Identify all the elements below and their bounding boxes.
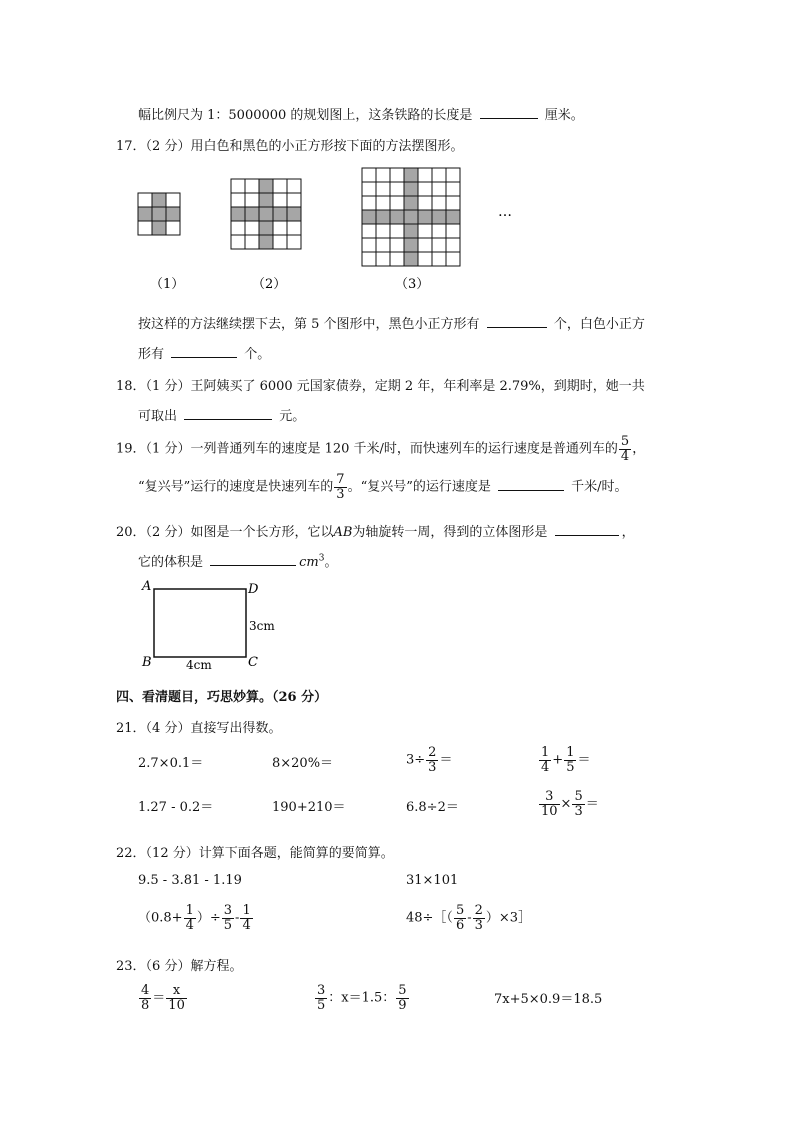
- black-square: [446, 210, 460, 224]
- white-square: [245, 179, 259, 193]
- question-20: [116, 521, 635, 540]
- black-square: [404, 196, 418, 210]
- fraction: [564, 746, 576, 774]
- black-square: [166, 207, 180, 221]
- white-square: [245, 221, 259, 235]
- denominator: 5: [317, 997, 326, 1013]
- white-square: [432, 238, 446, 252]
- fraction: [539, 790, 560, 818]
- fraction: [334, 473, 346, 501]
- white-square: [418, 168, 432, 182]
- q23-eq-3: 7x+5×0.9＝18.5: [494, 992, 603, 1007]
- denominator: 3: [474, 917, 483, 933]
- question-number: 18．: [116, 379, 146, 394]
- numerator: 3: [317, 983, 326, 998]
- black-square: [259, 179, 273, 193]
- white-square: [231, 193, 245, 207]
- question-number: 20．: [116, 525, 146, 540]
- black-square: [245, 207, 259, 221]
- denominator: 3: [574, 803, 583, 819]
- equals: ＝: [577, 752, 591, 768]
- fraction: [166, 984, 187, 1012]
- answer-blank[interactable]: [184, 406, 272, 420]
- side-label: 3cm: [249, 619, 275, 633]
- white-square: [166, 193, 180, 207]
- question-score: （2 分）: [145, 525, 191, 540]
- denominator: 4: [242, 917, 251, 933]
- white-square: [231, 221, 245, 235]
- white-square: [446, 238, 460, 252]
- question-text: 直接写出得数。: [190, 721, 282, 736]
- answer-blank[interactable]: [498, 477, 564, 491]
- black-square: [138, 207, 152, 221]
- follow-text-2: 个，白色小正方: [553, 317, 645, 332]
- black-square: [259, 207, 273, 221]
- fraction: [184, 904, 196, 932]
- question-score: （4 分）: [145, 721, 191, 736]
- question-score: （1 分）: [145, 379, 191, 394]
- denominator: 4: [185, 917, 194, 933]
- question-text: 用白色和黑色的小正方形按下面的方法摆图形。: [190, 139, 464, 154]
- figure-label-1: （1）: [150, 277, 185, 292]
- white-square: [287, 221, 301, 235]
- question-score: （12 分）: [145, 846, 199, 861]
- white-square: [273, 193, 287, 207]
- expr-pre: （0.8+: [138, 910, 183, 926]
- question-number: 21．: [116, 721, 146, 736]
- figure-label-2: （2）: [252, 277, 287, 292]
- question-text: 解方程。: [190, 959, 243, 974]
- white-square: [231, 235, 245, 249]
- white-square: [446, 182, 460, 196]
- numerator: 2: [474, 903, 483, 918]
- fraction: [396, 984, 408, 1012]
- numerator: 5: [574, 789, 583, 804]
- question-number: 23．: [116, 959, 146, 974]
- q19-line2: [138, 473, 628, 501]
- expr-pre: 48÷［（: [406, 910, 453, 926]
- denominator: 3: [428, 759, 437, 775]
- fraction: [473, 904, 485, 932]
- equals: ＝: [152, 990, 166, 1006]
- black-square: [273, 207, 287, 221]
- white-square: [231, 179, 245, 193]
- denominator: 3: [336, 486, 345, 502]
- numerator: 1: [242, 903, 251, 918]
- white-square: [390, 252, 404, 266]
- denominator: 10: [541, 803, 558, 819]
- q22-item-2: 31×101: [406, 873, 459, 888]
- expr-pre: 3÷: [406, 752, 426, 768]
- figure-3: [362, 168, 460, 266]
- white-square: [273, 221, 287, 235]
- numerator: 1: [185, 903, 194, 918]
- expr-post: ）×3］: [485, 910, 532, 926]
- fraction: [454, 904, 466, 932]
- ellipsis: …: [498, 204, 512, 220]
- expr-mid: ）÷: [196, 910, 221, 926]
- question-text-2: 它的体积是: [138, 555, 204, 570]
- q17-follow-1: [138, 313, 645, 332]
- scale-unit: 厘米。: [544, 108, 584, 123]
- black-square: [231, 207, 245, 221]
- unit: 千米/时。: [571, 479, 628, 495]
- white-square: [418, 238, 432, 252]
- question-number: 17．: [116, 139, 146, 154]
- q21-item-4: [538, 746, 590, 774]
- fraction: [315, 984, 327, 1012]
- question-19: [116, 435, 645, 463]
- denominator: 5: [223, 917, 233, 933]
- denominator: 4: [620, 448, 630, 464]
- fraction: [539, 746, 551, 774]
- question-21: [116, 717, 281, 736]
- q21-item-5: 1.27 - 0.2＝: [138, 800, 214, 815]
- black-square: [152, 207, 166, 221]
- fraction: [619, 435, 631, 463]
- scale-line: [138, 104, 584, 123]
- black-square: [404, 238, 418, 252]
- white-square: [390, 168, 404, 182]
- black-square: [362, 210, 376, 224]
- rectangle-figure: [138, 576, 288, 676]
- q17-figures: [130, 160, 530, 300]
- question-text: 一列普通列车的速度是 120 千米/时，而快速列车的运行速度是普通列车的: [190, 441, 618, 457]
- figure-2: [231, 179, 301, 249]
- q21-item-2: 8×20%＝: [272, 756, 334, 771]
- unit: cm: [299, 555, 319, 570]
- black-square: [259, 193, 273, 207]
- unit: 元。: [279, 409, 306, 424]
- q17-follow-2: [138, 343, 270, 362]
- q22-item-1: 9.5 - 3.81 - 1.19: [138, 873, 242, 888]
- white-square: [245, 235, 259, 249]
- q22-item-4: [406, 904, 531, 932]
- vertex-c: C: [248, 655, 258, 670]
- white-square: [418, 252, 432, 266]
- question-number: 22．: [116, 846, 146, 861]
- white-square: [362, 168, 376, 182]
- black-square: [404, 210, 418, 224]
- answer-blank-black[interactable]: [487, 314, 547, 328]
- operator: -: [235, 910, 240, 926]
- denominator: 4: [541, 759, 550, 775]
- answer-blank[interactable]: [480, 105, 538, 119]
- white-square: [376, 224, 390, 238]
- black-square: [259, 235, 273, 249]
- denominator: 6: [455, 917, 465, 933]
- question-23: [116, 955, 242, 974]
- operator: +: [552, 752, 564, 768]
- white-square: [138, 221, 152, 235]
- follow-text: 按这样的方法继续摆下去，第 5 个图形中，黑色小正方形有: [138, 317, 480, 332]
- question-text-b: 为轴旋转一周，得到的立体图形是: [352, 525, 548, 540]
- denominator: 10: [168, 997, 185, 1013]
- question-22: [116, 842, 394, 861]
- question-18: [116, 375, 645, 394]
- numerator: 1: [541, 745, 550, 760]
- white-square: [446, 168, 460, 182]
- denominator: 8: [141, 997, 150, 1013]
- question-score: （6 分）: [145, 959, 191, 974]
- q23-eq-1: [138, 984, 188, 1012]
- white-square: [376, 168, 390, 182]
- white-square: [287, 179, 301, 193]
- black-square: [418, 210, 432, 224]
- numerator: 3: [545, 789, 554, 804]
- black-square: [432, 210, 446, 224]
- numerator: 7: [336, 472, 345, 487]
- question-text-2: 可取出: [138, 409, 178, 424]
- black-square: [287, 207, 301, 221]
- vertex-a: A: [142, 579, 152, 594]
- white-square: [245, 193, 259, 207]
- comma: ，: [621, 525, 635, 540]
- black-square: [404, 252, 418, 266]
- white-square: [390, 224, 404, 238]
- section-title: 四、看清题目，巧思妙算。（26 分）: [116, 690, 328, 705]
- bottom-label: 4cm: [186, 658, 212, 672]
- q21-item-6: 190+210＝: [272, 800, 346, 815]
- fraction: [139, 984, 151, 1012]
- answer-blank-shape[interactable]: [555, 522, 619, 536]
- numerator: 3: [223, 903, 233, 918]
- white-square: [432, 168, 446, 182]
- white-square: [390, 182, 404, 196]
- denominator: 9: [398, 997, 407, 1013]
- white-square: [446, 196, 460, 210]
- q20-line2: [138, 551, 338, 570]
- follow-text-4: 个。: [244, 347, 271, 362]
- operator: -: [467, 910, 472, 926]
- vertex-d: D: [248, 582, 259, 597]
- white-square: [432, 182, 446, 196]
- white-square: [273, 179, 287, 193]
- numerator: 4: [141, 983, 150, 998]
- fraction: [572, 790, 584, 818]
- question-number: 19．: [116, 441, 146, 457]
- white-square: [446, 252, 460, 266]
- question-text: 王阿姨买了 6000 元国家债券，定期 2 年，年利率是 2.79%，到期时，她一共: [190, 379, 645, 394]
- numerator: 2: [428, 745, 437, 760]
- white-square: [418, 196, 432, 210]
- black-square: [404, 168, 418, 182]
- white-square: [432, 196, 446, 210]
- comma: ，: [632, 441, 646, 457]
- white-square: [376, 238, 390, 252]
- question-score: （1 分）: [145, 441, 191, 457]
- black-square: [404, 182, 418, 196]
- black-square: [404, 224, 418, 238]
- black-square: [259, 221, 273, 235]
- numerator: 1: [566, 745, 575, 760]
- question-17: [116, 135, 463, 154]
- q18-line2: [138, 405, 305, 424]
- white-square: [376, 182, 390, 196]
- question-text: 如图是一个长方形，它以: [190, 525, 334, 540]
- question-score: （2 分）: [145, 139, 191, 154]
- figure-label-3: （3）: [395, 277, 430, 292]
- numerator: 5: [398, 983, 407, 998]
- unit-exponent: 3: [318, 553, 325, 564]
- white-square: [287, 193, 301, 207]
- q23-eq-2: [314, 984, 410, 1012]
- white-square: [432, 224, 446, 238]
- q21-item-7: 6.8÷2＝: [406, 800, 459, 815]
- q21-item-1: 2.7×0.1＝: [138, 756, 204, 771]
- white-square: [362, 224, 376, 238]
- q21-item-8: [538, 790, 599, 818]
- expr-mid: ：x＝1.5：: [328, 990, 396, 1006]
- period: 。: [324, 555, 338, 570]
- numerator: 5: [620, 434, 630, 449]
- white-square: [418, 224, 432, 238]
- white-square: [418, 182, 432, 196]
- question-text-2: “复兴号”运行的速度是快速列车的: [138, 479, 334, 495]
- answer-blank-white[interactable]: [171, 344, 237, 358]
- operator: ×: [560, 796, 572, 812]
- question-text: 计算下面各题，能简算的要简算。: [198, 846, 394, 861]
- black-square: [152, 221, 166, 235]
- white-square: [390, 238, 404, 252]
- white-square: [376, 196, 390, 210]
- white-square: [390, 196, 404, 210]
- fraction: [426, 746, 438, 774]
- answer-blank-volume[interactable]: [210, 552, 296, 566]
- denominator: 5: [566, 759, 575, 775]
- black-square: [376, 210, 390, 224]
- question-text-3: 。“复兴号”的运行速度是: [347, 479, 491, 495]
- rectangle: [154, 589, 246, 657]
- white-square: [362, 182, 376, 196]
- q22-item-3: [138, 904, 254, 932]
- white-square: [287, 235, 301, 249]
- white-square: [362, 238, 376, 252]
- white-square: [166, 221, 180, 235]
- scale-text: 幅比例尺为 1：5000000 的规划图上，这条铁路的长度是: [138, 108, 473, 123]
- black-square: [390, 210, 404, 224]
- fraction: [222, 904, 234, 932]
- white-square: [446, 224, 460, 238]
- equals: ＝: [585, 796, 599, 812]
- white-square: [362, 196, 376, 210]
- q21-item-3: [406, 746, 452, 774]
- figure-1: [138, 193, 180, 235]
- follow-text-3: 形有: [138, 347, 165, 362]
- numerator: 5: [455, 903, 465, 918]
- white-square: [376, 252, 390, 266]
- fraction: [240, 904, 252, 932]
- vertex-b: B: [142, 655, 152, 670]
- white-square: [138, 193, 152, 207]
- axis-label: AB: [333, 525, 353, 540]
- black-square: [152, 193, 166, 207]
- equals: ＝: [439, 752, 453, 768]
- white-square: [273, 235, 287, 249]
- white-square: [362, 252, 376, 266]
- numerator: x: [172, 983, 181, 998]
- white-square: [432, 252, 446, 266]
